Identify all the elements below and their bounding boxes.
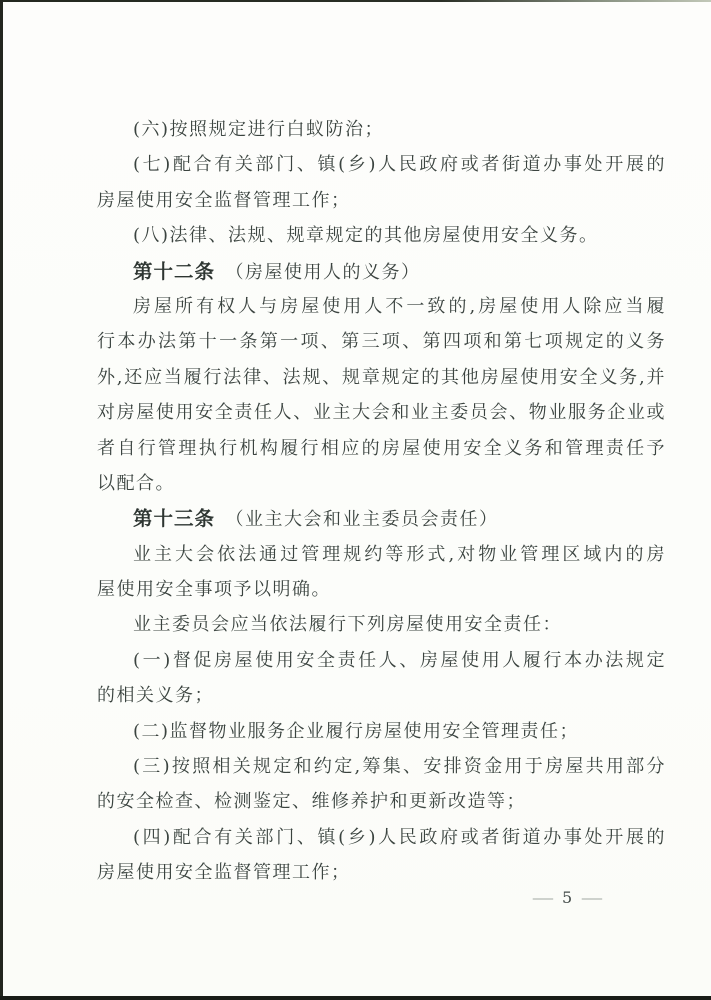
text-line — [97, 289, 665, 324]
text-segment: (二)监督物业服务企业履行房屋使用安全管理责任； — [133, 720, 580, 742]
text-line — [97, 112, 665, 147]
text-segment: (六)按照规定进行白蚁防治； — [133, 119, 385, 140]
text-segment: （房屋使用人的义务） — [215, 261, 421, 283]
text-line — [97, 183, 665, 218]
scan-edge-top — [0, 0, 711, 2]
text-segment: 者自行管理执行机构履行相应的房屋使用安全义务和管理责任予 — [97, 437, 665, 459]
text-segment: 以配合。 — [97, 472, 175, 494]
text-segment: 房屋所有权人与房屋使用人不一致的,房屋使用人除应当履 — [133, 295, 665, 317]
text-line — [97, 501, 665, 536]
text-segment: 的安全检查、检测鉴定、维修养护和更新改造等； — [97, 791, 526, 813]
footer-dash-right: — — [580, 887, 604, 907]
text-line — [97, 431, 665, 466]
text-line — [97, 643, 665, 678]
document-body — [97, 112, 665, 891]
text-line — [97, 218, 665, 253]
text-line — [97, 820, 665, 855]
text-segment: (四)配合有关部门、镇(乡)人民政府或者街道办事处开展的 — [133, 826, 665, 848]
page-number: 5 — [562, 887, 574, 907]
scan-edge-left — [0, 0, 3, 1000]
text-line — [97, 784, 665, 819]
text-line — [97, 324, 665, 359]
text-segment: 屋使用安全事项予以明确。 — [97, 579, 331, 601]
text-segment: （业主大会和业主委员会责任） — [215, 509, 499, 531]
text-segment: 的相关义务； — [97, 685, 214, 707]
text-line — [97, 254, 665, 289]
text-line — [97, 678, 665, 713]
text-line — [97, 749, 665, 784]
text-segment: 房屋使用安全监督管理工作； — [97, 189, 351, 211]
text-segment: (一)督促房屋使用安全责任人、房屋使用人履行本办法规定 — [133, 649, 665, 671]
scan-edge-bottom — [0, 996, 711, 1000]
page-footer — [524, 884, 611, 910]
text-line — [97, 572, 665, 607]
footer-dash-left: — — [531, 887, 555, 907]
text-line — [97, 607, 665, 642]
text-segment: (八)法律、法规、规章规定的其他房屋使用安全义务。 — [133, 225, 599, 247]
text-segment: 对房屋使用安全责任人、业主大会和业主委员会、物业服务企业或 — [97, 402, 665, 424]
article-heading: 第十二条 — [133, 259, 216, 283]
text-segment: (七)配合有关部门、镇(乡)人民政府或者街道办事处开展的 — [133, 154, 665, 176]
text-line — [97, 466, 665, 501]
text-line — [97, 395, 665, 430]
text-segment: 业主大会依法通过管理规约等形式,对物业管理区域内的房 — [133, 543, 665, 565]
text-segment: 外,还应当履行法律、法规、规章规定的其他房屋使用安全义务,并 — [97, 366, 665, 388]
text-line — [97, 537, 665, 572]
text-segment: 行本办法第十一条第一项、第三项、第四项和第七项规定的义务 — [97, 331, 665, 353]
text-segment: 业主委员会应当依法履行下列房屋使用安全责任： — [133, 614, 562, 636]
text-segment: (三)按照相关规定和约定,筹集、安排资金用于房屋共用部分 — [133, 756, 665, 778]
article-heading: 第十三条 — [133, 507, 216, 531]
text-line — [97, 714, 665, 749]
text-line — [97, 360, 665, 395]
text-line — [97, 147, 665, 182]
text-segment: 房屋使用安全监督管理工作； — [97, 862, 351, 884]
